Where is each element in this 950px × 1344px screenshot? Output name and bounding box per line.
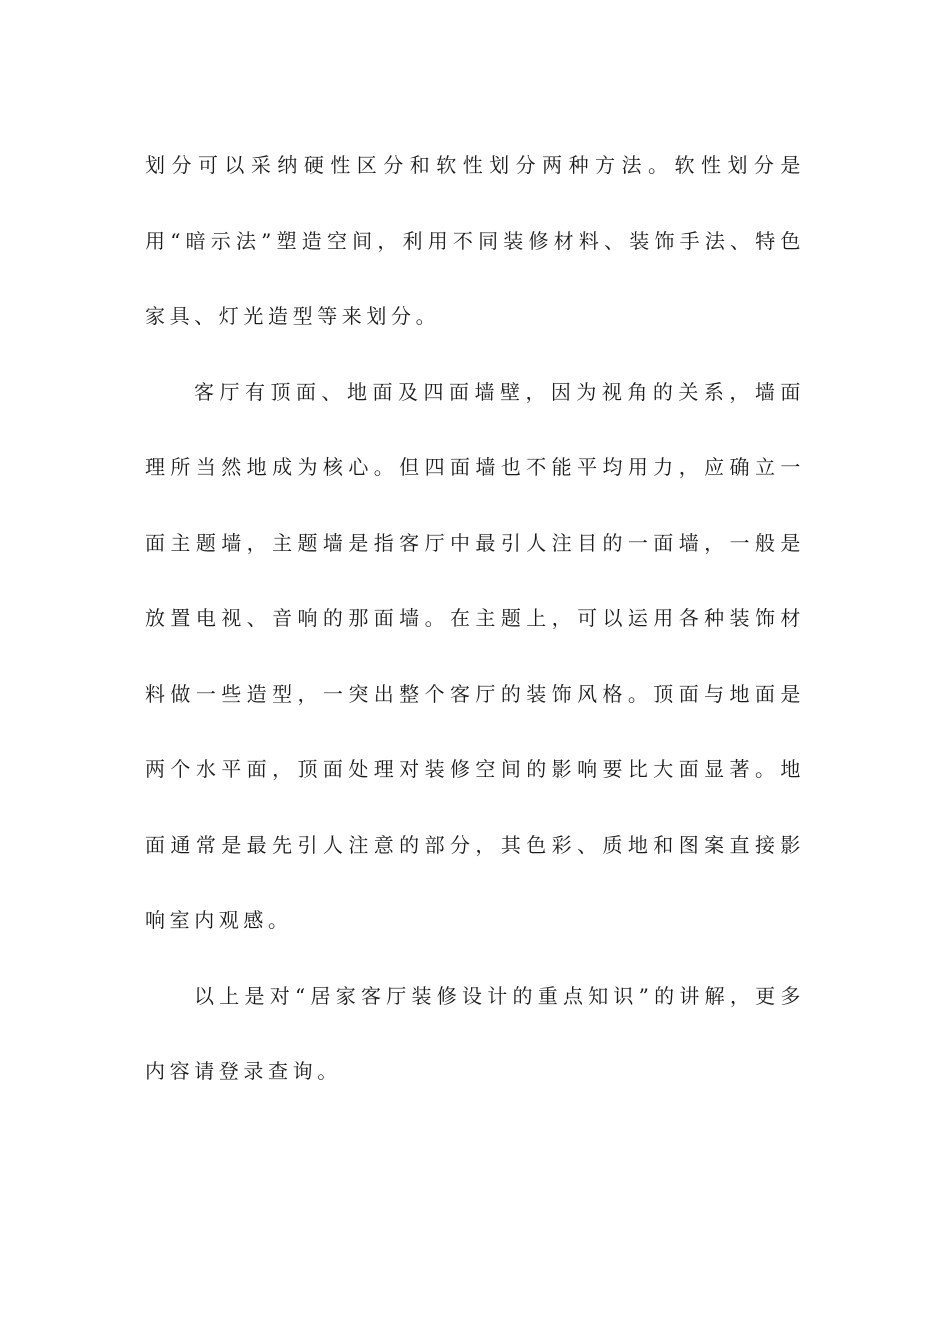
document-body — [145, 128, 805, 1110]
paragraph-closing-note: 以上是对“居家客厅装修设计的重点知识”的讲解，更多内容请登录查询。 — [145, 983, 805, 1083]
paragraph-space-division: 划分可以采纳硬性区分和软性划分两种方法。软性划分是用“暗示法”塑造空间，利用不同装修材料、装饰手法、特色家具、灯光造型等来划分。 — [145, 153, 805, 328]
paragraph-living-room-walls: 客厅有顶面、地面及四面墙壁，因为视角的关系，墙面理所当然地成为核心。但四面墙也不能平均用力，应确立一面主题墙，主题墙是指客厅中最引人注目的一面墙，一般是放置电视、音响的那面墙。在主题上，可以运用各种装饰材料做一些造型，一突出整个客厅的装饰风格。顶面与地面是两个水平面，顶面处理对装修空间的影响要比大面显著。地面通常是最先引人注意的部分，其色彩、质地和图案直接影响室内观感。 — [145, 379, 805, 932]
